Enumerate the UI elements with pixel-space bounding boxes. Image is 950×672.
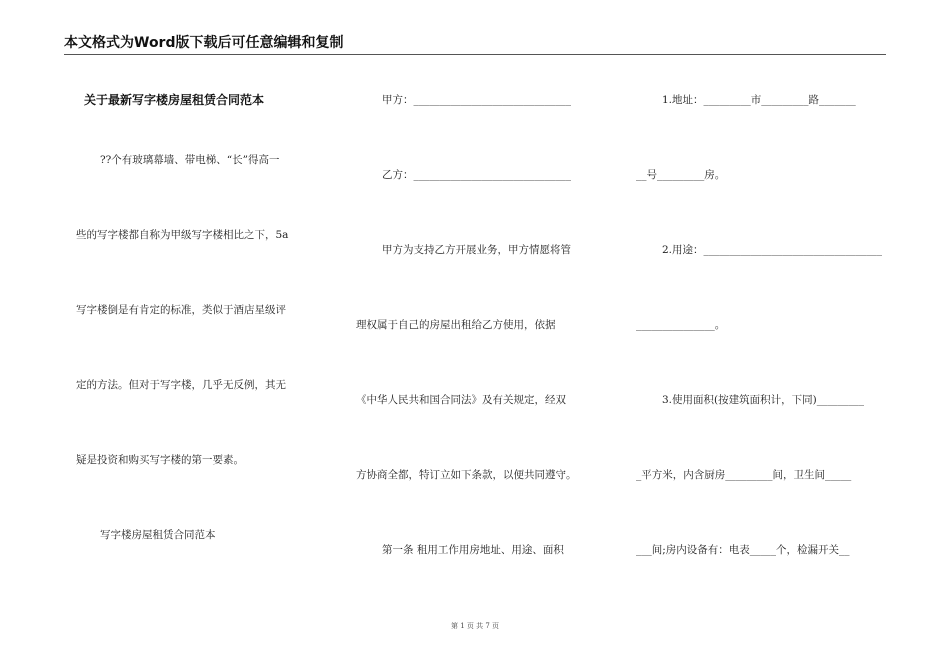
- column-2: [356, 0, 616, 672]
- paragraph-line: 疑是投资和购买写字楼的第一要素。: [76, 454, 244, 466]
- paragraph-line: 写字楼倒是有肯定的标准，类似于酒店星级评: [76, 304, 286, 316]
- paragraph-line: 理权属于自己的房屋出租给乙方使用，依据: [356, 319, 556, 331]
- equipment-field: ___间;房内设备有：电表_____个，检漏开关__: [636, 544, 850, 556]
- party-a-field: 甲方：______________________________: [382, 94, 571, 106]
- column-1: [76, 0, 326, 672]
- purpose-field: 2.用途：__________________________________: [662, 244, 883, 256]
- paragraph-line: 方协商全都，特订立如下条款，以便共同遵守。: [356, 469, 577, 481]
- document-title: 关于最新写字楼房屋租赁合同范本: [84, 93, 265, 107]
- page-number: 第 1 页 共 7 页: [450, 622, 500, 630]
- header-title: 本文格式为Word版下载后可任意编辑和复制: [64, 35, 344, 51]
- paragraph-line: 甲方为支持乙方开展业务，甲方情愿将管: [382, 244, 571, 256]
- area-field-cont: _平方米，内含厨房_________间，卫生间_____: [636, 469, 852, 481]
- address-field: 1.地址：_________市_________路_______: [662, 94, 856, 106]
- paragraph-line: ??个有玻璃幕墙、带电梯、“长”得高一: [100, 154, 280, 166]
- area-field: 3.使用面积(按建筑面积计，下同)_________: [662, 394, 864, 406]
- section-heading: 写字楼房屋租赁合同范本: [100, 529, 216, 541]
- column-3: [636, 0, 886, 672]
- party-b-field: 乙方：______________________________: [382, 169, 571, 181]
- purpose-field-cont: _______________。: [636, 319, 726, 331]
- paragraph-line: 定的方法。但对于写字楼，几乎无反例，其无: [76, 379, 286, 391]
- paragraph-line: 《中华人民共和国合同法》及有关规定，经双: [356, 394, 566, 406]
- paragraph-line: 些的写字楼都自称为甲级写字楼相比之下，5a: [76, 229, 289, 241]
- article-heading: 第一条 租用工作用房地址、用途、面积: [382, 544, 564, 556]
- address-field-cont: __号_________房。: [636, 169, 726, 181]
